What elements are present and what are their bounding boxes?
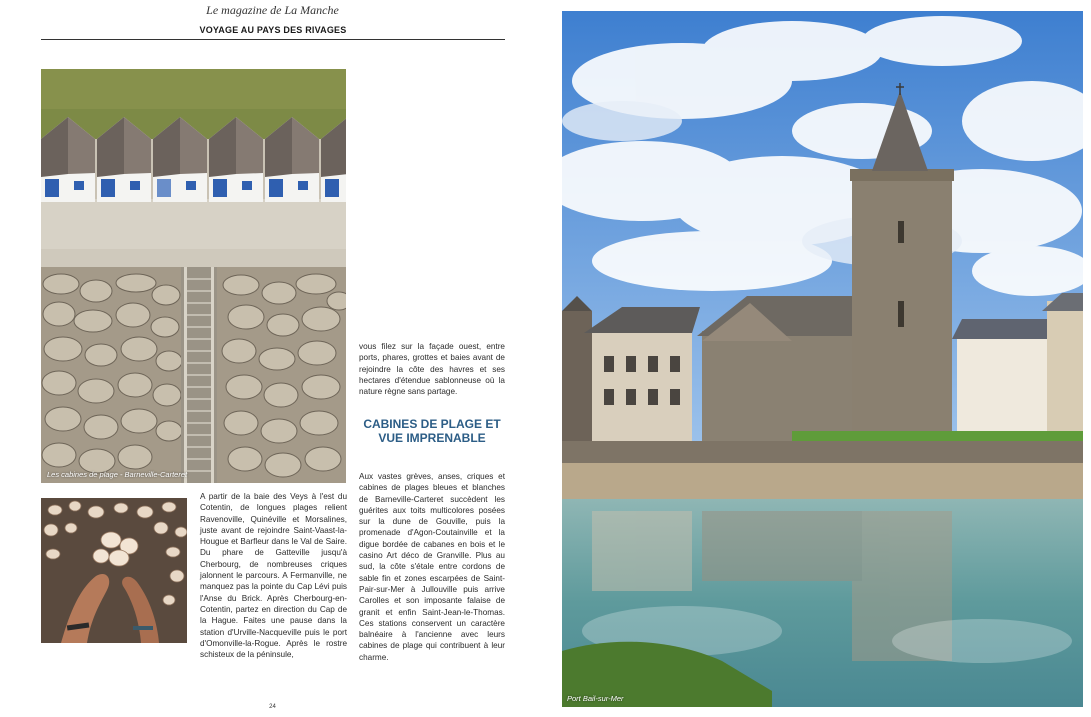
huts-photo-caption: Les cabines de plage - Barneville-Carteret — [47, 470, 188, 479]
article-column-2-intro: vous filez sur la façade ouest, entre ports, phares, grottes et baies avant de rejoindre la côte des havres et ses hectares d'étendue sablonneuse où la nature règne sans partage. — [359, 342, 505, 397]
section-title: VOYAGE AU PAYS DES RIVAGES — [199, 25, 347, 35]
article-column-2: Aux vastes grèves, anses, criques et cabines de plages bleues et blanches de Barneville-Carteret succèdent les guérites aux toits multicolores posées sur la dune de Gouville, puis la promenade d'Agon-Coutainville et la digue bordée de cabanes en bois et le casino Art déco de Granville. Plus au sud, la côte s'étale entre cordons de sable fin et zones escarpées de Saint-Pair-sur-Mer à Jullouville puis arrive Carolles et son imposante falaise de granit et enfin Saint-Jean-le-Thomas. Ces stations conservent un caractère balnéaire à l'ancienne avec leurs cabines de plage qui contribuent à leur charme. — [359, 472, 505, 662]
page-number: 24 — [269, 704, 276, 710]
left-page — [0, 0, 545, 717]
beach-huts-illustration — [41, 69, 346, 483]
shells-photo — [41, 498, 187, 643]
header-rule — [41, 39, 505, 40]
church-harbor-photo — [562, 11, 1083, 707]
church-harbor-illustration — [562, 11, 1083, 707]
article-column-1: A partir de la baie des Veys à l'est du Cotentin, de longues plages relient Ravenoville, Quinéville et Morsalines, juste avant de rejoindre Saint-Vaast-la-Hougue et Barfleur dans le Val de Saire. Du phare de Gatteville jusqu'à Cherbourg, de nombreuses criques jalonnent le parcours. A Fermanville, ne manquez pas la pointe du Cap Lévi puis l'Anse du Brick. Après Cherbourg-en-Cotentin, partez en direction du Cap de la Hague. Faites une pause dans la station d'Urville-Nacqueville puis le port d'Omonville-la-Rogue. Après le rostre schisteux de la péninsule, — [200, 492, 347, 660]
church-photo-caption: Port Bail-sur-Mer — [567, 694, 624, 703]
right-page — [545, 0, 1091, 717]
article-subhead: CABINES DE PLAGE ET VUE IMPRENABLE — [363, 417, 501, 445]
magazine-title: Le magazine de La Manche — [206, 3, 339, 17]
beach-huts-photo — [41, 69, 346, 483]
shells-illustration — [41, 498, 187, 643]
